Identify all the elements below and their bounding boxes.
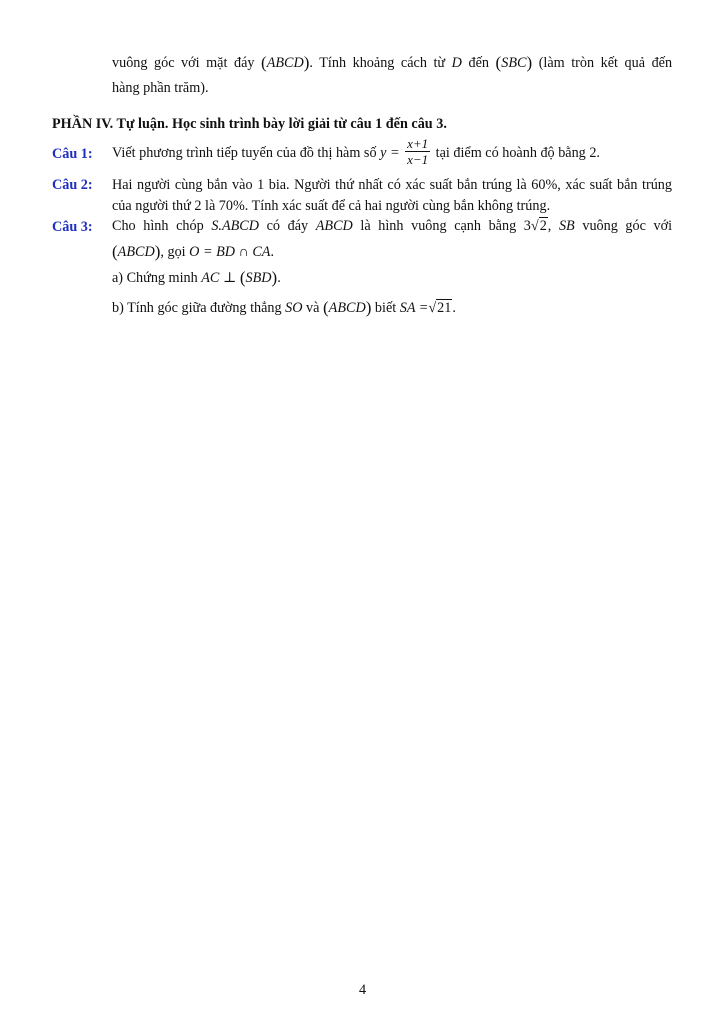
math-sbc: (SBC): [495, 53, 533, 72]
question-1-text: Viết phương trình tiếp tuyến của đồ thị hàm số y = $\frac{x+1}{x-1}$ tại điểm có hoành độ bằng 2.: [112, 136, 600, 168]
math-o-definition: O = BD ∩ CA: [189, 244, 271, 260]
math-sa-equals: SA =: [399, 300, 429, 316]
math-abcd-plane-b: (ABCD): [322, 298, 372, 317]
math-abcd: ABCD: [315, 218, 353, 234]
section-heading: PHẦN IV. Tự luận. Học sinh trình bày lời giải từ câu 1 đến câu 3.: [52, 116, 447, 132]
question-2-line-1: Hai người cùng bắn vào 1 bia. Người thứ nhất có xác suất bắn trúng là 60%, xác suất bắn trúng: [112, 177, 672, 193]
math-d: D: [451, 55, 462, 71]
math-y-equals: y =: [380, 145, 400, 161]
fraction: [405, 136, 430, 167]
math-sabcd: S.ABCD: [211, 218, 259, 234]
top-line-1: vuông góc với mặt đáy (ABCD). Tính khoảng cách từ D đến (SBC) (làm tròn kết quả đến: [112, 53, 673, 72]
math-abcd-plane: (ABCD): [112, 242, 161, 261]
math-abcd: (ABCD): [261, 53, 310, 72]
question-3-line-1: Cho hình chóp S.ABCD có đáy ABCD là hình vuông cạnh bằng 3√2, SB vuông góc với: [112, 218, 673, 234]
math-side-length: 3√2: [523, 218, 547, 234]
question-3-line-2: (ABCD), gọi O = BD ∩ CA.: [112, 242, 275, 261]
question-3-part-b: b) Tính góc giữa đường thẳng SO và (ABCD) biết SA =√21.: [112, 298, 456, 317]
fraction-numerator: x+1: [407, 136, 429, 152]
fraction-denominator: x−1: [407, 152, 429, 168]
question-3-part-a: a) Chứng minh AC ⊥ (SBD).: [112, 268, 281, 287]
math-so: SO: [285, 300, 303, 316]
math-ac-perp: AC ⊥: [201, 270, 237, 286]
top-line-2: hàng phần trăm).: [112, 80, 209, 96]
math-sb: SB: [558, 218, 575, 234]
question-1-label: Câu 1:: [52, 146, 93, 162]
page-number: 4: [358, 982, 367, 998]
question-2-line-2: của người thứ 2 là 70%. Tính xác suất để cả hai người cùng bắn không trúng.: [112, 198, 551, 214]
math-sbd: (SBD): [239, 268, 278, 287]
question-3-label: Câu 3:: [52, 219, 93, 235]
sqrt-21: √21: [428, 300, 452, 316]
question-2-label: Câu 2:: [52, 177, 93, 193]
